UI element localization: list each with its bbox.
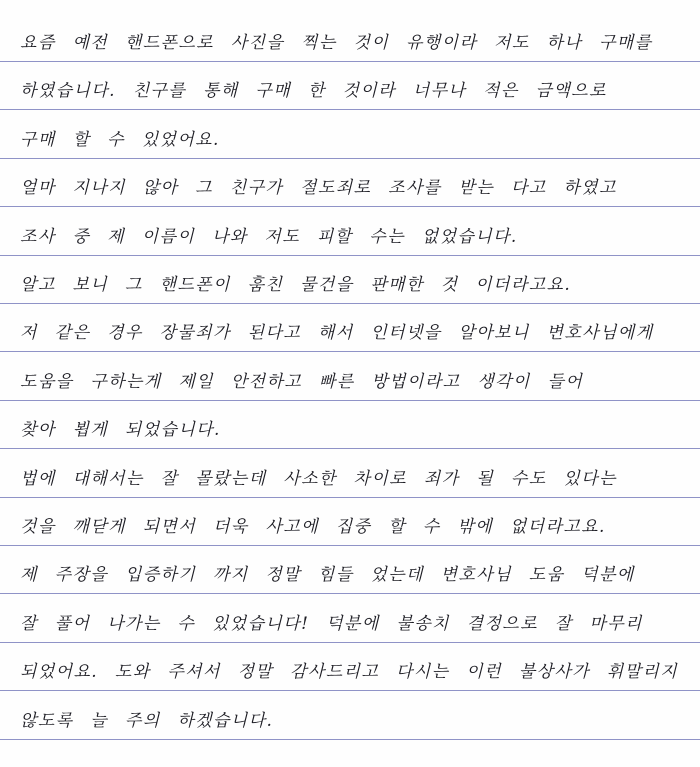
handwritten-line: 찾아 뵙게 되었습니다.: [20, 420, 221, 440]
handwritten-line: 얼마 지나지 않아 그 친구가 절도죄로 조사를 받는 다고 하였고: [20, 178, 617, 198]
handwritten-line: 되었어요. 도와 주셔서 정말 감사드리고 다시는 이런 불상사가 휘말리지: [20, 662, 679, 682]
handwritten-line: 조사 중 제 이름이 나와 저도 피할 수는 없었습니다.: [20, 227, 518, 247]
handwritten-line: 알고 보니 그 핸드폰이 훔친 물건을 판매한 것 이더라고요.: [20, 275, 572, 295]
handwritten-line: 제 주장을 입증하기 까지 정말 힘들 었는데 변호사님 도움 덕분에: [20, 565, 635, 585]
handwritten-line: 도움을 구하는게 제일 안전하고 빠른 방법이라고 생각이 들어: [20, 372, 584, 392]
handwritten-line: 저 같은 경우 장물죄가 된다고 해서 인터넷을 알아보니 변호사님에게: [20, 323, 654, 343]
handwritten-line: 요즘 예전 핸드폰으로 사진을 찍는 것이 유행이라 저도 하나 구매를: [20, 33, 653, 53]
handwritten-line: 것을 깨닫게 되면서 더욱 사고에 집중 할 수 밖에 없더라고요.: [20, 517, 606, 537]
handwritten-line: 구매 할 수 있었어요.: [20, 130, 220, 150]
handwritten-line: 법에 대해서는 잘 몰랐는데 사소한 차이로 죄가 될 수도 있다는: [20, 469, 617, 489]
handwritten-line: 잘 풀어 나가는 수 있었습니다! 덕분에 불송치 결정으로 잘 마무리: [20, 614, 643, 634]
handwritten-line: 하였습니다. 친구를 통해 구매 한 것이라 너무나 적은 금액으로: [20, 81, 607, 101]
handwritten-line: 않도록 늘 주의 하겠습니다.: [20, 711, 274, 731]
